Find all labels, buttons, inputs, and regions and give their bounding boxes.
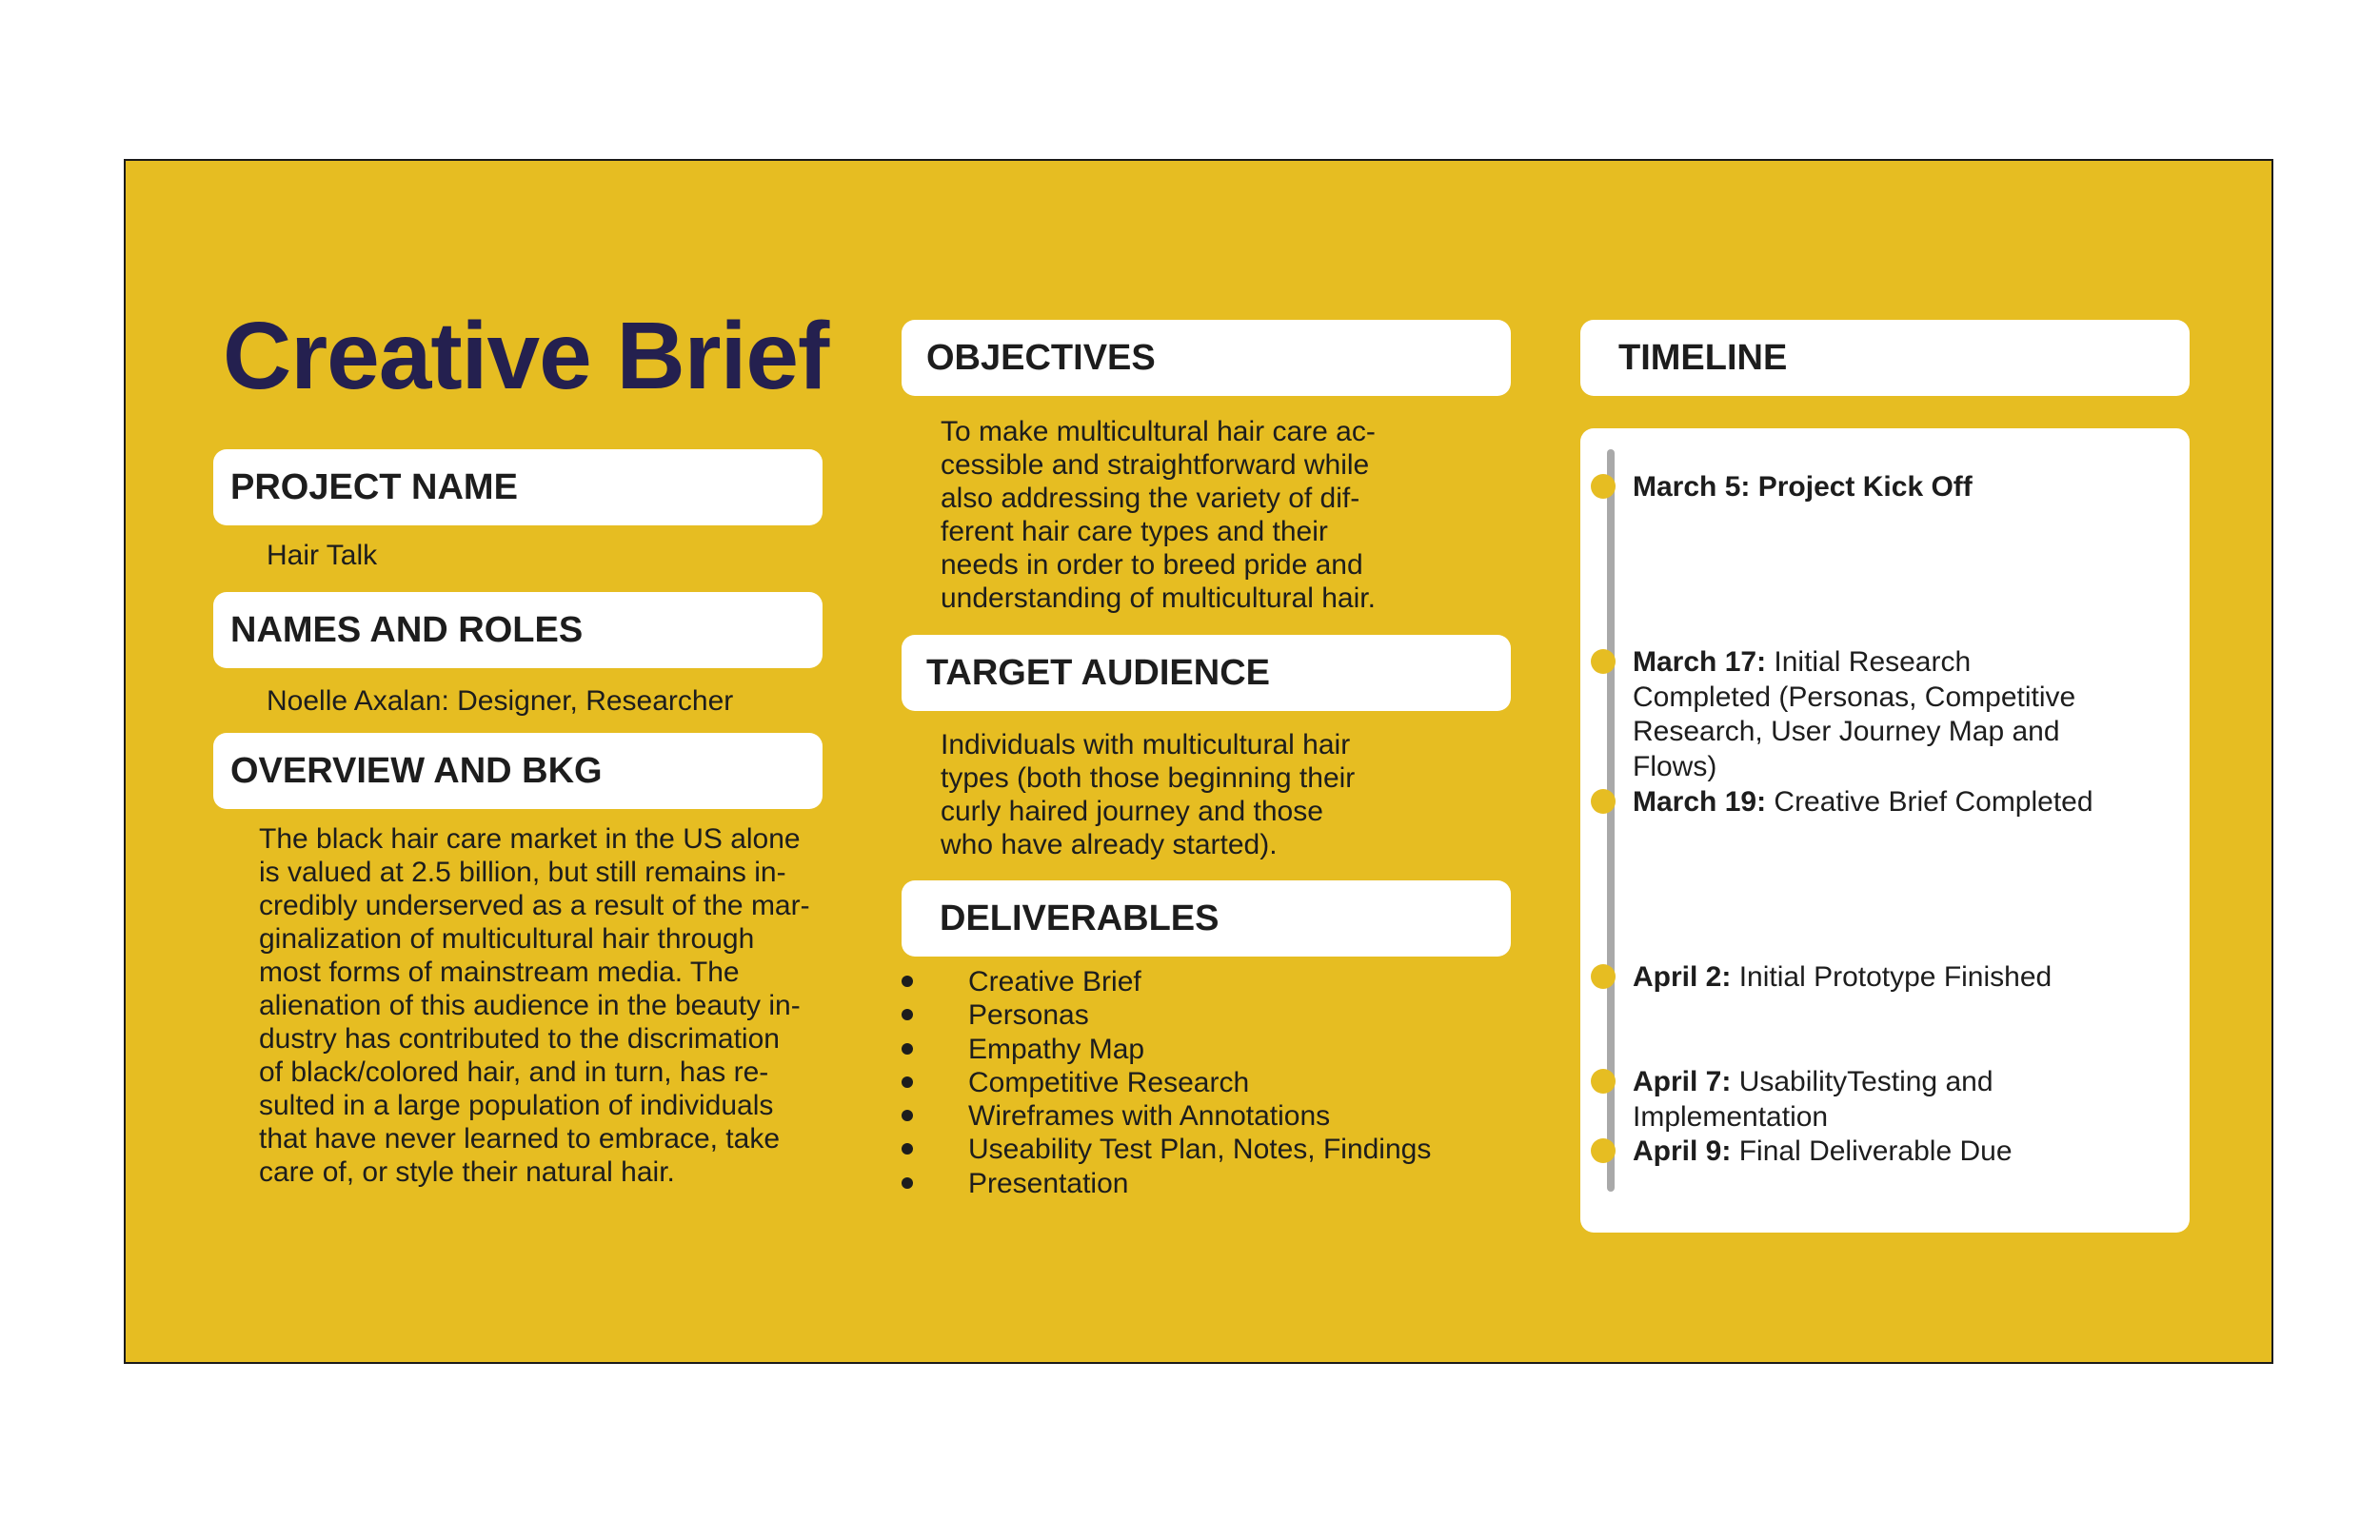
timeline-text: Creative Brief Completed: [1774, 786, 2093, 818]
page-title: Creative Brief: [223, 303, 829, 409]
overview-line: dustry has contributed to the discrimation: [259, 1023, 780, 1055]
deliverables-list: [902, 965, 1431, 1200]
bullet-icon: [902, 976, 913, 987]
list-item: [902, 1099, 1431, 1133]
project-name-header: [213, 449, 823, 525]
overview-header: [213, 733, 823, 809]
timeline-text: Research, User Journey Map and: [1633, 716, 2060, 747]
deliverable-label: Wireframes with Annotations: [968, 1100, 1331, 1133]
target-audience-line: who have already started).: [941, 829, 1278, 860]
overview-line: alienation of this audience in the beauty in-: [259, 990, 801, 1021]
timeline-date: March 17:: [1633, 646, 1767, 678]
timeline-date: March 5:: [1633, 471, 1751, 503]
timeline-dot-icon: [1591, 1138, 1616, 1163]
bullet-icon: [902, 1110, 913, 1121]
overview-line: most forms of mainstream media. The: [259, 957, 740, 988]
timeline-date: April 2:: [1633, 961, 1732, 993]
names-and-roles-header: [213, 592, 823, 668]
deliverable-label: Competitive Research: [968, 1066, 1250, 1098]
objectives-line: needs in order to breed pride and: [941, 549, 1363, 581]
objectives-heading: OBJECTIVES: [926, 337, 1156, 378]
target-audience-heading: TARGET AUDIENCE: [926, 652, 1270, 693]
overview-line: ginalization of multicultural hair through: [259, 923, 755, 955]
deliverable-label: Empathy Map: [968, 1033, 1145, 1065]
bullet-icon: [902, 1143, 913, 1155]
timeline-dot-icon: [1591, 789, 1616, 814]
timeline-dot-icon: [1591, 474, 1616, 499]
objectives-line: also addressing the variety of dif-: [941, 483, 1360, 514]
list-item: [902, 965, 1431, 998]
objectives-line: cessible and straightforward while: [941, 449, 1370, 481]
target-audience-header: [902, 635, 1511, 711]
overview-line: is valued at 2.5 billion, but still remains in-: [259, 857, 786, 888]
timeline-event: [1633, 960, 2166, 996]
timeline-header: [1580, 320, 2190, 396]
deliverable-label: Creative Brief: [968, 966, 1141, 997]
timeline-text: Implementation: [1633, 1100, 1829, 1133]
timeline-event: [1633, 470, 2166, 505]
timeline-event: [1633, 785, 2166, 820]
timeline-event: [1633, 1135, 2166, 1170]
timeline-date: March 19:: [1633, 786, 1767, 818]
deliverables-heading: DELIVERABLES: [940, 898, 1220, 938]
list-item: [902, 998, 1431, 1032]
overview-text: [259, 822, 810, 1189]
timeline-text: Final Deliverable Due: [1738, 1135, 2013, 1167]
deliverable-label: Useability Test Plan, Notes, Findings: [968, 1134, 1432, 1166]
target-audience-line: curly haired journey and those: [941, 796, 1323, 827]
timeline-text: Initial Research: [1774, 646, 1972, 678]
timeline-text: Completed (Personas, Competitive: [1633, 681, 2076, 713]
overview-line: of black/colored hair, and in turn, has re-: [259, 1056, 769, 1088]
names-and-roles-value: Noelle Axalan: Designer, Researcher: [267, 685, 734, 717]
target-audience-line: types (both those beginning their: [941, 762, 1356, 794]
objectives-line: understanding of multicultural hair.: [941, 582, 1376, 614]
project-name-heading: PROJECT NAME: [230, 466, 518, 507]
timeline-text: Initial Prototype Finished: [1738, 961, 2053, 993]
timeline-date: April 7:: [1633, 1066, 1732, 1097]
target-audience-text: [941, 728, 1355, 861]
timeline-event: [1633, 1065, 2166, 1135]
list-item: [902, 1033, 1431, 1066]
timeline-date: April 9:: [1633, 1135, 1732, 1167]
timeline-text: UsabilityTesting and: [1738, 1066, 1993, 1097]
overview-line: sulted in a large population of individuals: [259, 1090, 774, 1121]
deliverable-label: Presentation: [968, 1167, 1129, 1199]
timeline-event: [1633, 645, 2166, 784]
project-name-value: Hair Talk: [267, 540, 378, 571]
deliverable-label: Personas: [968, 999, 1089, 1032]
list-item: [902, 1133, 1431, 1166]
deliverables-header: [902, 880, 1511, 957]
list-item: [902, 1066, 1431, 1099]
bullet-icon: [902, 1076, 913, 1088]
timeline-panel: [1580, 428, 2190, 1233]
timeline-heading: TIMELINE: [1618, 337, 1788, 378]
objectives-text: [941, 415, 1376, 615]
bullet-icon: [902, 1043, 913, 1055]
names-and-roles-heading: NAMES AND ROLES: [230, 609, 584, 650]
overview-heading: OVERVIEW AND BKG: [230, 750, 603, 791]
objectives-header: [902, 320, 1511, 396]
overview-line: The black hair care market in the US alone: [259, 823, 801, 855]
timeline-text: Project Kick Off: [1757, 471, 1973, 503]
objectives-line: ferent hair care types and their: [941, 516, 1328, 547]
timeline-dot-icon: [1591, 1069, 1616, 1094]
timeline-dot-icon: [1591, 649, 1616, 674]
target-audience-line: Individuals with multicultural hair: [941, 729, 1351, 760]
list-item: [902, 1167, 1431, 1200]
bullet-icon: [902, 1009, 913, 1020]
bullet-icon: [902, 1177, 913, 1189]
objectives-line: To make multicultural hair care ac-: [941, 416, 1376, 447]
overview-line: care of, or style their natural hair.: [259, 1156, 675, 1188]
timeline-text: Flows): [1633, 750, 1717, 782]
timeline-dot-icon: [1591, 964, 1616, 989]
overview-line: that have never learned to embrace, take: [259, 1123, 781, 1155]
overview-line: credibly underserved as a result of the mar-: [259, 890, 810, 921]
creative-brief-board: [124, 159, 2273, 1364]
